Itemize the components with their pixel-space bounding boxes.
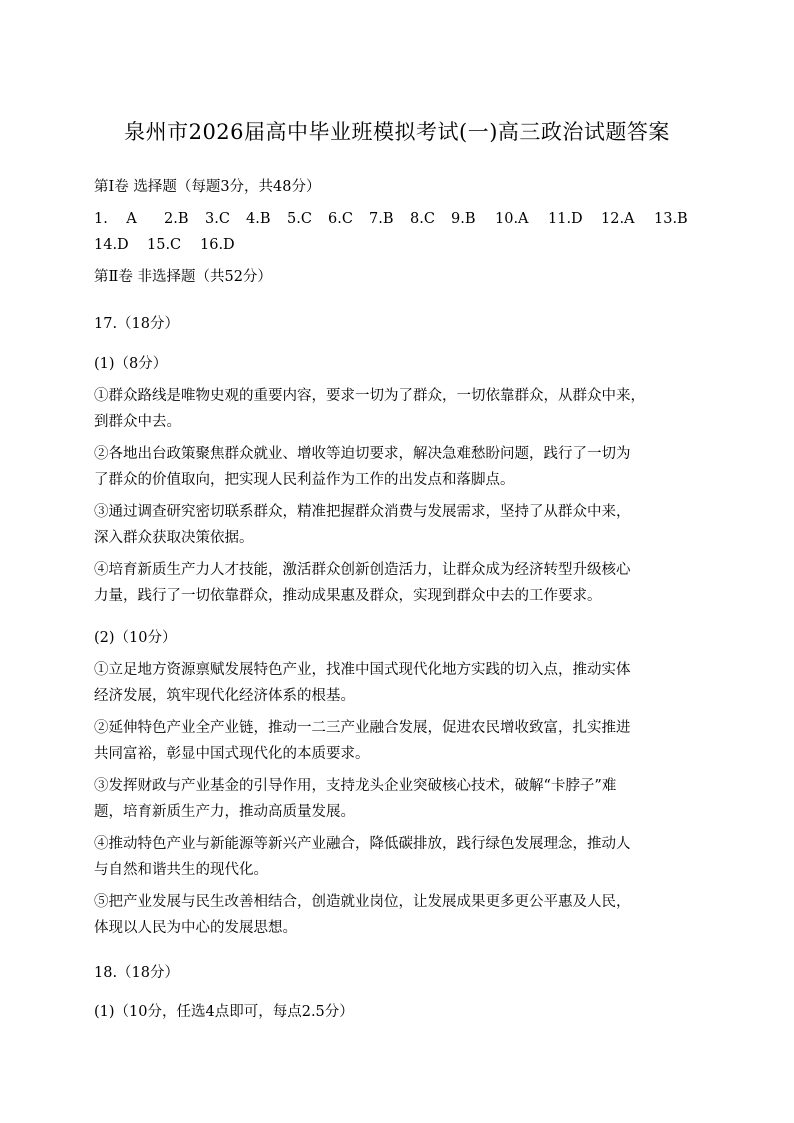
q17-p2-point5-line2: 体现以人民为中心的发展思想。 bbox=[94, 920, 297, 936]
mcq-answers-row2 bbox=[94, 234, 235, 256]
q17-p1-point1-line1: ①群众路线是唯物史观的重要内容，要求一切为了群众，一切依靠群众，从群众中来， bbox=[94, 388, 645, 404]
q17-p2-point3-line2: 题，培育新质生产力，推动高质量发展。 bbox=[94, 804, 355, 820]
q17-part2-heading: (2)（10分） bbox=[94, 630, 177, 646]
mcq-answer: 3.C bbox=[205, 211, 230, 227]
mcq-answer: 10.A bbox=[495, 211, 529, 227]
q17-p2-point2-line1: ②延伸特色产业全产业链，推动一二三产业融合发展，促进农民增收致富，扎实推进 bbox=[94, 720, 631, 736]
q17-p2-point4-line2: 与自然和谐共生的现代化。 bbox=[94, 862, 268, 878]
section2-heading: 第Ⅱ卷 非选择题（共52分） bbox=[94, 269, 272, 285]
q17-p1-point4-line1: ④培育新质生产力人才技能，激活群众创新创造活力，让群众成为经济转型升级核心 bbox=[94, 562, 631, 578]
mcq-answer: 2.B bbox=[164, 211, 189, 227]
q17-p1-point2-line1: ②各地出台政策聚焦群众就业、增收等迫切要求，解决急难愁盼问题，践行了一切为 bbox=[94, 446, 631, 462]
mcq-answer: 11.D bbox=[548, 211, 583, 227]
mcq-answer: 16.D bbox=[200, 237, 235, 253]
q18-part1-heading: (1)（10分，任选4点即可，每点2.5分） bbox=[94, 1004, 354, 1020]
q17-p1-point2-line2: 了群众的价值取向，把实现人民利益作为工作的出发点和落脚点。 bbox=[94, 472, 515, 488]
q17-part1-heading: (1)（8分） bbox=[94, 356, 168, 372]
mcq-answer: 7.B bbox=[369, 211, 394, 227]
section1-heading: 第Ⅰ卷 选择题（每题3分，共48分） bbox=[94, 179, 321, 195]
q17-heading: 17.（18分） bbox=[94, 316, 180, 332]
mcq-answers-row1 bbox=[94, 208, 688, 230]
q17-p2-point4-line1: ④推动特色产业与新能源等新兴产业融合，降低碳排放，践行绿色发展理念，推动人 bbox=[94, 836, 631, 852]
q17-p2-point2-line2: 共同富裕，彰显中国式现代化的本质要求。 bbox=[94, 746, 370, 762]
mcq-answer: 12.A bbox=[601, 211, 635, 227]
q17-p1-point4-line2: 力量，践行了一切依靠群众，推动成果惠及群众，实现到群众中去的工作要求。 bbox=[94, 588, 602, 604]
q17-p2-point1-line2: 经济发展，筑牢现代化经济体系的根基。 bbox=[94, 688, 355, 704]
page-title: 泉州市2026届高中毕业班模拟考试(一)高三政治试题答案 bbox=[124, 120, 670, 144]
mcq-answer: 15.C bbox=[147, 237, 182, 253]
mcq-answer: 5.C bbox=[287, 211, 312, 227]
q17-p2-point3-line1: ③发挥财政与产业基金的引导作用，支持龙头企业突破核心技术，破解“卡脖子”难 bbox=[94, 778, 617, 794]
mcq-answer: 1. A bbox=[94, 211, 137, 227]
q17-p2-point1-line1: ①立足地方资源禀赋发展特色产业，找准中国式现代化地方实践的切入点，推动实体 bbox=[94, 662, 631, 678]
q17-p1-point1-line2: 到群众中去。 bbox=[94, 414, 181, 430]
mcq-answer: 4.B bbox=[246, 211, 271, 227]
mcq-answer: 13.B bbox=[654, 211, 688, 227]
q17-p1-point3-line2: 深入群众获取决策依据。 bbox=[94, 530, 254, 546]
q17-p1-point3-line1: ③通过调查研究密切联系群众，精准把握群众消费与发展需求，坚持了从群众中来， bbox=[94, 504, 631, 520]
mcq-answer: 14.D bbox=[94, 237, 129, 253]
mcq-answer: 9.B bbox=[451, 211, 476, 227]
mcq-answer: 8.C bbox=[410, 211, 435, 227]
mcq-answer: 6.C bbox=[328, 211, 353, 227]
q17-p2-point5-line1: ⑤把产业发展与民生改善相结合，创造就业岗位，让发展成果更多更公平惠及人民， bbox=[94, 894, 631, 910]
q18-heading: 18.（18分） bbox=[94, 965, 180, 981]
